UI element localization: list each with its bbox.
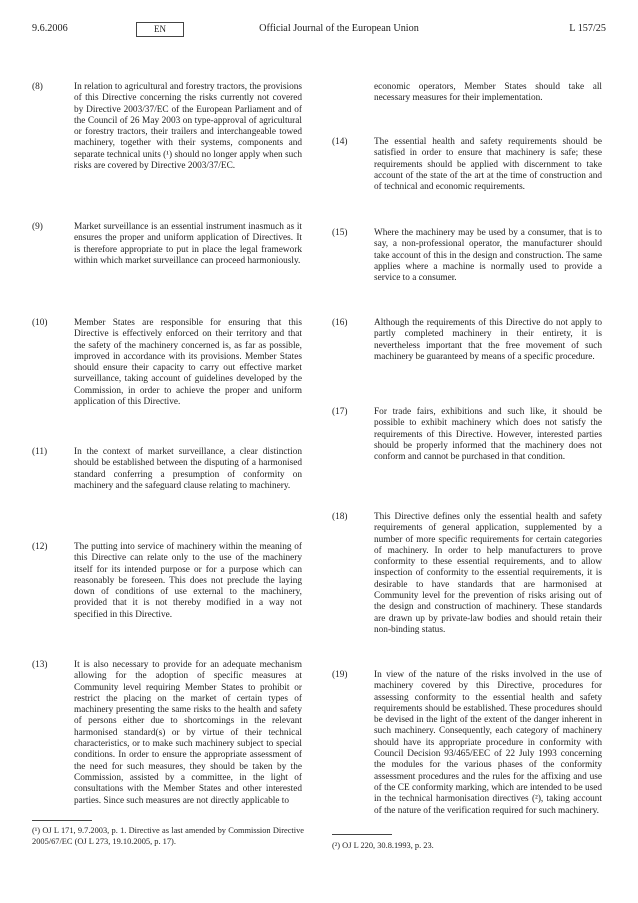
recital-number: (13) <box>32 660 48 670</box>
recital-15 <box>332 228 602 284</box>
recital-number: (9) <box>32 222 43 232</box>
page-number: L 157/25 <box>569 23 606 34</box>
recital-text: Member States are responsible for ensuring that this Directive is effectively enforced on their territory and that the safety of the machinery concerned is, as far as possible, improved in accordance with its provisions. Member States should ensure their capacity to carry out effective market surveillance, taking account of guidelines developed by the Commission, in order to achieve the proper and uniform application of this Directive. <box>74 318 302 408</box>
journal-title: Official Journal of the European Union <box>259 23 419 34</box>
recital-number: (18) <box>332 512 348 522</box>
recital-13 <box>32 660 302 807</box>
recital-number: (10) <box>32 318 48 328</box>
footnote-rule <box>32 820 92 821</box>
recital-text: Where the machinery may be used by a consumer, that is to say, a non-professional operator, the manufacturer should take account of this in the design and construction. The same applies where a machine is normally used to provide a service to a consumer. <box>374 228 602 284</box>
recital-text: For trade fairs, exhibitions and such like, it should be possible to exhibit machinery which does not satisfy the requirements of this Directive. However, interested parties should be properly informed that the machinery does not conform and cannot be purchased in that condition. <box>374 407 602 463</box>
recital-text: Although the requirements of this Directive do not apply to partly completed machinery in their entirety, it is nevertheless important that the free movement of such machinery be guaranteed by means of a specific procedure. <box>374 318 602 362</box>
recital-9 <box>32 222 302 267</box>
recital-8 <box>32 82 302 172</box>
recital-number: (16) <box>332 318 348 328</box>
recital-number: (15) <box>332 228 348 238</box>
recital-16 <box>332 318 602 363</box>
recital-number: (17) <box>332 407 348 417</box>
recital-14 <box>332 137 602 193</box>
recital-13-continued <box>332 82 602 105</box>
recital-number: (19) <box>332 670 348 680</box>
recital-text: economic operators, Member States should take all necessary measures for their implementation. <box>374 82 602 104</box>
recital-number: (12) <box>32 542 48 552</box>
page-header <box>32 22 606 38</box>
recital-text: In relation to agricultural and forestry tractors, the provisions of this Directive concerning the risks currently not covered by Directive 2003/37/EC of the European Parliament and of the Council of 26 May 2003 on type-approval of agricultural or forestry tractors, their trailers and interchangeable towed machinery, together with their systems, components and separate technical units (¹) should no longer apply when such risks are covered by Directive 2003/37/EC. <box>74 82 302 172</box>
recital-10 <box>32 318 302 408</box>
recital-17 <box>332 407 602 463</box>
recital-text: This Directive defines only the essential health and safety requirements of general application, supplemented by a number of more specific requirements for certain categories of machinery. In order to help manufacturers to prove conformity to these essential requirements, and to allow inspection of conformity to the essential requirements, it is desirable to have standards that are harmonised at Community level for the prevention of risks arising out of the design and construction of machinery. These standards are drawn up by private-law bodies and should retain their non-binding status. <box>374 512 602 635</box>
recital-12 <box>32 542 302 621</box>
recital-11 <box>32 447 302 492</box>
recital-text: In the context of market surveillance, a clear distinction should be established between the disputing of a harmonised standard conferring a presumption of conformity on machinery and the safeguard clause relating to machinery. <box>74 447 302 491</box>
recital-number: (14) <box>332 137 348 147</box>
recital-18 <box>332 512 602 636</box>
footnote-rule <box>332 834 392 835</box>
recital-number: (11) <box>32 447 48 457</box>
recital-text: Market surveillance is an essential instrument inasmuch as it ensures the proper and uniform application of Directives. It is therefore appropriate to put in place the legal framework within which market surveillance can proceed harmoniously. <box>74 222 302 266</box>
recital-text: It is also necessary to provide for an adequate mechanism allowing for the adoption of specific measures at Community level requiring Member States to prohibit or restrict the placing on the market of certain types of machinery presenting the same risks to the health and safety of persons either due to shortcomings in the relevant harmonised standard(s) or by virtue of their technical characteristics, or to make such machinery subject to special conditions. In order to ensure the appropriate assessment of the need for such measures, they should be taken by the Commission, assisted by a committee, in the light of consultations with the Member States and other interested parties. Since such measures are not directly applicable to <box>74 660 302 806</box>
recital-number: (8) <box>32 82 43 92</box>
recital-19 <box>332 670 602 817</box>
recital-text: The essential health and safety requirements should be satisfied in order to ensure that machinery is safe; these requirements should be applied with discernment to take account of the state of the art at the time of construction and of technical and economic requirements. <box>374 137 602 193</box>
footnote-2: (²) OJ L 220, 30.8.1993, p. 23. <box>332 841 434 850</box>
header-date: 9.6.2006 <box>32 23 68 34</box>
language-badge: EN <box>136 22 184 37</box>
recital-text: The putting into service of machinery within the meaning of this Directive can relate only to the use of the machinery itself for its intended purpose or for a purpose which can reasonably be foreseen. This does not preclude the laying down of conditions of use external to the machinery, provided that it is not thereby modified in a way not specified in this Directive. <box>74 542 302 620</box>
recital-text: In view of the nature of the risks involved in the use of machinery covered by this Directive, procedures for assessing conformity to the essential health and safety requirements should be established. These procedures should be devised in the light of the extent of the danger inherent in such machinery. Consequently, each category of machinery should have its appropriate procedure in conformity with Council Decision 93/465/EEC of 22 July 1993 concerning the modules for the various phases of the conformity assessment procedures and the rules for the affixing and use of the CE conformity marking, which are intended to be used in the technical harmonisation directives (²), taking account of the nature of the verification required for such machinery. <box>374 670 602 816</box>
footnote-1: (¹) OJ L 171, 9.7.2003, p. 1. Directive as last amended by Commission Directive 2005/67/EC (OJ L 273, 19.10.2005, p. 17). <box>32 826 304 846</box>
